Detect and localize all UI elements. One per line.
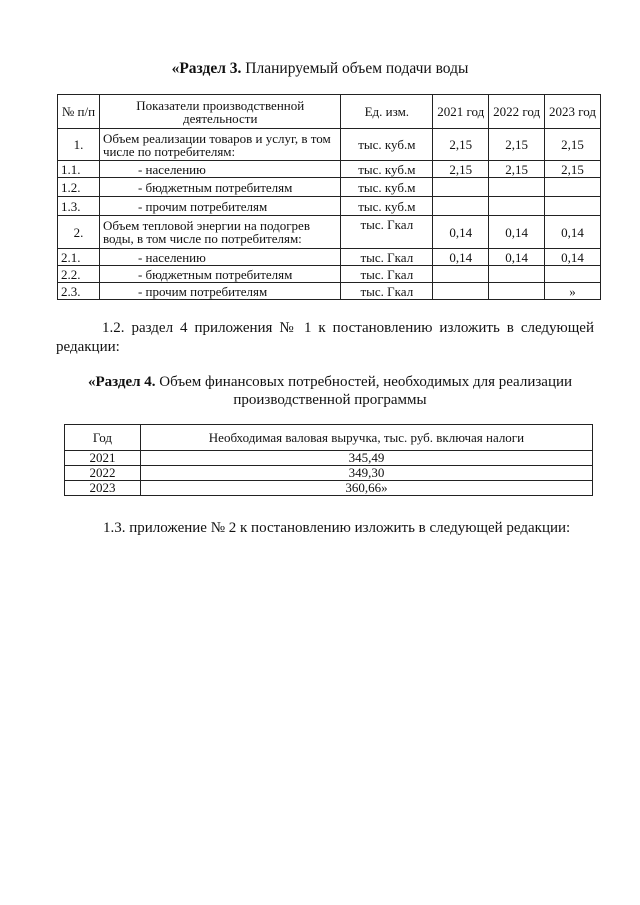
row-name: Объем тепловой энергии на подогрев воды, в том числе по потребителям: xyxy=(99,216,341,249)
row-value-2022: 2,15 xyxy=(489,161,545,178)
row-unit: тыс. куб.м xyxy=(341,161,433,178)
section4-table xyxy=(64,424,593,496)
header-revenue: Необходимая валовая выручка, тыс. руб. включая налоги xyxy=(140,425,592,451)
section4-title-bold: «Раздел 4. xyxy=(87,374,156,390)
row-value-2021 xyxy=(433,266,489,283)
header-year: Год xyxy=(65,425,141,451)
section4-title-rest: Объем финансовых потребностей, необходимых для реализации производственной программы xyxy=(155,374,573,408)
row-value: 349,30 xyxy=(140,466,592,481)
table-row xyxy=(65,481,593,496)
row-year: 2021 xyxy=(65,451,141,466)
section4-title xyxy=(56,373,604,409)
row-value-2023: 0,14 xyxy=(545,249,601,266)
section3-title-bold: «Раздел 3. xyxy=(171,60,242,77)
row-value-2021: 0,14 xyxy=(433,249,489,266)
header-num: № п/п xyxy=(58,95,100,129)
table-header-row xyxy=(58,95,601,129)
table-row xyxy=(65,466,593,481)
row-value-2022: 0,14 xyxy=(489,249,545,266)
row-num: 2.1. xyxy=(58,249,100,266)
row-num: 2. xyxy=(58,216,100,249)
row-unit: тыс. Гкал xyxy=(341,266,433,283)
table-row xyxy=(58,197,601,216)
table-row xyxy=(65,451,593,466)
row-value-2021 xyxy=(433,178,489,197)
table-row xyxy=(58,161,601,178)
header-2021: 2021 год xyxy=(433,95,489,129)
row-value-2023: 0,14 xyxy=(545,216,601,249)
row-value-2023 xyxy=(545,178,601,197)
row-unit: тыс. куб.м xyxy=(341,197,433,216)
row-value-2022 xyxy=(489,266,545,283)
table-row xyxy=(58,178,601,197)
row-year: 2022 xyxy=(65,466,141,481)
row-value-2021 xyxy=(433,197,489,216)
row-value-2022 xyxy=(489,283,545,300)
row-value-2022: 0,14 xyxy=(489,216,545,249)
row-value-2021: 2,15 xyxy=(433,129,489,161)
table-row xyxy=(58,129,601,161)
header-unit: Ед. изм. xyxy=(341,95,433,129)
row-name: - населению xyxy=(99,161,341,178)
row-value-2023: 2,15 xyxy=(545,129,601,161)
row-num: 1.1. xyxy=(58,161,100,178)
section3-title xyxy=(0,60,640,78)
row-value-2021 xyxy=(433,283,489,300)
paragraph-1-2-text: 1.2. раздел 4 приложения № 1 к постановлению изложить в следующей редакции: xyxy=(56,320,594,355)
row-name: - бюджетным потребителям xyxy=(99,266,341,283)
row-value-2021: 0,14 xyxy=(433,216,489,249)
section3-table xyxy=(57,94,601,300)
row-value: 345,49 xyxy=(140,451,592,466)
table-row xyxy=(58,249,601,266)
row-unit: тыс. Гкал xyxy=(341,249,433,266)
section3-title-rest: Планируемый объем подачи воды xyxy=(241,60,469,77)
row-name: - прочим потребителям xyxy=(99,283,341,300)
row-unit: тыс. куб.м xyxy=(341,178,433,197)
header-2022: 2022 год xyxy=(489,95,545,129)
row-name: - прочим потребителям xyxy=(99,197,341,216)
paragraph-1-2 xyxy=(56,319,594,357)
row-name: Объем реализации товаров и услуг, в том числе по потребителям: xyxy=(99,129,341,161)
header-indicator: Показатели производственной деятельности xyxy=(99,95,341,129)
row-name: - бюджетным потребителям xyxy=(99,178,341,197)
row-num: 1.3. xyxy=(58,197,100,216)
paragraph-1-3: 1.3. приложение № 2 к постановлению изложить в следующей редакции: xyxy=(103,520,571,536)
row-value-2022 xyxy=(489,178,545,197)
row-unit: тыс. Гкал xyxy=(341,216,433,249)
row-value: 360,66» xyxy=(140,481,592,496)
row-value-2023: » xyxy=(545,283,601,300)
table-header-row xyxy=(65,425,593,451)
row-unit: тыс. куб.м xyxy=(341,129,433,161)
row-value-2023 xyxy=(545,266,601,283)
row-num: 1. xyxy=(58,129,100,161)
table-row xyxy=(58,283,601,300)
row-value-2021: 2,15 xyxy=(433,161,489,178)
row-value-2023 xyxy=(545,197,601,216)
row-year: 2023 xyxy=(65,481,141,496)
row-unit: тыс. Гкал xyxy=(341,283,433,300)
row-value-2022: 2,15 xyxy=(489,129,545,161)
table-row xyxy=(58,216,601,249)
row-num: 2.3. xyxy=(58,283,100,300)
row-name: - населению xyxy=(99,249,341,266)
row-num: 1.2. xyxy=(58,178,100,197)
table-row xyxy=(58,266,601,283)
row-value-2023: 2,15 xyxy=(545,161,601,178)
header-2023: 2023 год xyxy=(545,95,601,129)
row-value-2022 xyxy=(489,197,545,216)
row-num: 2.2. xyxy=(58,266,100,283)
